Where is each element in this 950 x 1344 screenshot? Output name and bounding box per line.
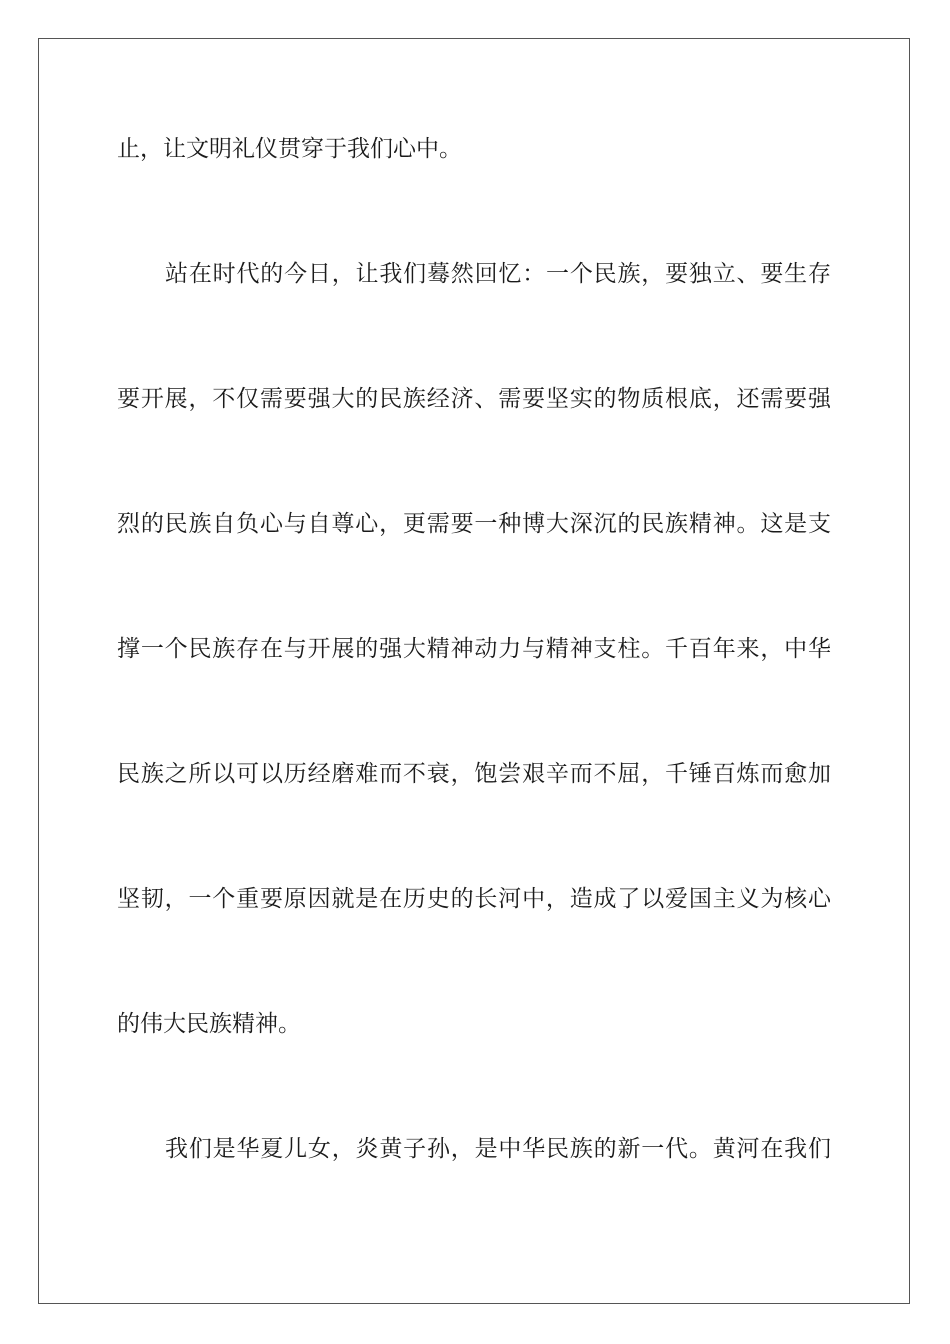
text-line: 烈的民族自负心与自尊心，更需要一种博大深沉的民族精神。这是支	[117, 511, 831, 537]
text-line: 的伟大民族精神。	[117, 1011, 301, 1037]
text-line: 坚韧，一个重要原因就是在历史的长河中，造成了以爱国主义为核心	[117, 886, 831, 912]
page-frame	[38, 38, 910, 1304]
paragraph-first-line: 站在时代的今日，让我们蓦然回忆：一个民族，要独立、要生存	[165, 261, 831, 287]
paragraph-first-line: 我们是华夏儿女，炎黄子孙，是中华民族的新一代。黄河在我们	[165, 1136, 831, 1162]
text-line: 民族之所以可以历经磨难而不衰，饱尝艰辛而不屈，千锤百炼而愈加	[117, 761, 831, 787]
text-line: 撑一个民族存在与开展的强大精神动力与精神支柱。千百年来，中华	[117, 636, 831, 662]
text-line: 止，让文明礼仪贯穿于我们心中。	[117, 136, 462, 162]
text-line: 要开展，不仅需要强大的民族经济、需要坚实的物质根底，还需要强	[117, 386, 831, 412]
